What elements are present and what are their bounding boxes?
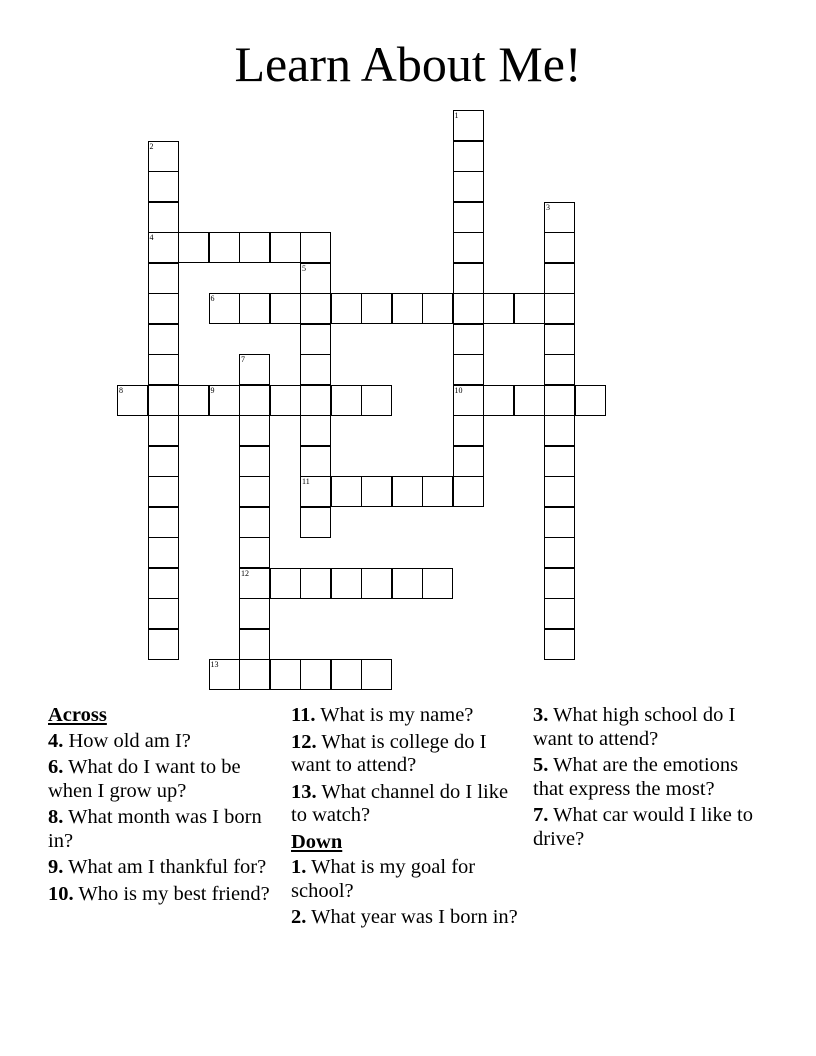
grid-cell[interactable] — [331, 476, 362, 507]
grid-cell[interactable] — [544, 629, 575, 660]
grid-cell[interactable] — [148, 141, 179, 172]
clue-across-12 — [291, 731, 523, 778]
grid-cell[interactable] — [331, 568, 362, 599]
clue-number: 3. — [533, 704, 549, 726]
clue-down-3 — [533, 704, 765, 751]
grid-cell[interactable] — [148, 415, 179, 446]
grid-cell[interactable] — [148, 324, 179, 355]
cell-number: 5 — [302, 263, 306, 273]
grid-cell[interactable] — [544, 415, 575, 446]
grid-cell[interactable] — [148, 171, 179, 202]
grid-cell[interactable] — [300, 385, 331, 416]
clue-text: What do I want to be when I grow up? — [48, 756, 241, 802]
grid-cell[interactable] — [239, 446, 270, 477]
grid-cell[interactable] — [148, 537, 179, 568]
grid-cell[interactable] — [270, 568, 301, 599]
grid-cell[interactable] — [270, 385, 301, 416]
clue-across-4 — [48, 730, 280, 754]
clue-text: What channel do I like to watch? — [291, 780, 509, 826]
grid-cell[interactable] — [270, 293, 301, 324]
clue-number: 4. — [48, 729, 64, 752]
grid-cell[interactable] — [514, 293, 545, 324]
grid-cell[interactable] — [544, 354, 575, 385]
cell-number: 1 — [454, 111, 459, 120]
grid-cell[interactable] — [239, 354, 270, 385]
grid-cell[interactable] — [239, 568, 270, 599]
grid-cell[interactable] — [483, 385, 514, 416]
cell-number: 4 — [149, 233, 154, 242]
grid-cell[interactable] — [239, 507, 270, 538]
grid-cell[interactable] — [544, 537, 575, 568]
grid-cell[interactable] — [422, 476, 453, 507]
grid-cell[interactable] — [544, 263, 575, 294]
grid-cell[interactable] — [514, 385, 545, 416]
grid-cell[interactable] — [544, 476, 575, 507]
grid-cell[interactable] — [270, 232, 301, 263]
grid-cell[interactable] — [422, 293, 453, 324]
grid-cell[interactable] — [209, 385, 240, 416]
grid-cell[interactable] — [453, 232, 484, 263]
clue-text: What am I thankful for? — [68, 856, 267, 878]
clue-number: 10. — [48, 882, 74, 905]
grid-cell[interactable] — [361, 385, 392, 416]
grid-cell[interactable] — [544, 446, 575, 477]
grid-cell[interactable] — [453, 385, 484, 416]
grid-cell[interactable] — [148, 598, 179, 629]
clue-across-10 — [48, 883, 280, 907]
cell-number: 11 — [302, 477, 310, 486]
grid-cell[interactable] — [148, 507, 179, 538]
grid-cell[interactable] — [148, 568, 179, 599]
clue-number: 8. — [48, 806, 64, 828]
grid-cell[interactable] — [544, 232, 575, 263]
cell-number: 3 — [546, 202, 550, 212]
grid-cell[interactable] — [361, 293, 392, 324]
grid-cell[interactable] — [331, 659, 362, 690]
grid-cell[interactable] — [300, 476, 331, 507]
clue-down-5 — [533, 754, 765, 801]
clue-number: 7. — [533, 804, 549, 826]
grid-cell[interactable] — [392, 476, 423, 507]
grid-cell[interactable] — [117, 385, 148, 416]
grid-cell[interactable] — [300, 354, 331, 385]
clue-text: What is my goal for school? — [291, 856, 476, 902]
clue-down-1 — [291, 856, 523, 903]
cell-number: 13 — [210, 660, 219, 669]
grid-cell[interactable] — [178, 232, 209, 263]
clue-text: What high school do I want to attend? — [533, 704, 736, 750]
grid-cell[interactable] — [453, 293, 484, 324]
grid-cell[interactable] — [483, 293, 514, 324]
clue-text: What is my name? — [320, 704, 474, 726]
grid-cell[interactable] — [178, 385, 209, 416]
clue-across-9 — [48, 856, 280, 880]
clue-number: 11. — [291, 704, 316, 726]
grid-cell[interactable] — [239, 415, 270, 446]
grid-cell[interactable] — [544, 324, 575, 355]
grid-cell[interactable] — [148, 293, 179, 324]
grid-cell[interactable] — [453, 171, 484, 202]
cell-number: 8 — [119, 385, 123, 395]
clue-number: 6. — [48, 756, 64, 778]
grid-cell[interactable] — [544, 507, 575, 538]
grid-cell[interactable] — [453, 141, 484, 172]
clue-text: What are the emotions that express the most? — [533, 754, 739, 800]
grid-cell[interactable] — [453, 476, 484, 507]
clue-column-1 — [48, 704, 280, 909]
grid-cell[interactable] — [300, 446, 331, 477]
clue-number: 2. — [291, 906, 307, 928]
grid-cell[interactable] — [239, 232, 270, 263]
clue-column-2 — [291, 704, 523, 933]
clue-down-2 — [291, 906, 523, 930]
clue-text: What month was I born in? — [48, 806, 262, 852]
across-heading: Across — [48, 704, 107, 726]
clue-number: 12. — [291, 730, 317, 753]
grid-cell[interactable] — [544, 385, 575, 416]
grid-cell[interactable] — [300, 659, 331, 690]
grid-cell[interactable] — [148, 354, 179, 385]
grid-cell[interactable] — [300, 293, 331, 324]
clue-across-8 — [48, 806, 280, 853]
grid-cell[interactable] — [148, 629, 179, 660]
grid-cell[interactable] — [453, 446, 484, 477]
grid-cell[interactable] — [148, 446, 179, 477]
grid-cell[interactable] — [239, 598, 270, 629]
clue-text: What is college do I want to attend? — [291, 730, 487, 776]
grid-cell[interactable] — [270, 659, 301, 690]
grid-cell[interactable] — [148, 232, 179, 263]
clue-across-11 — [291, 704, 523, 728]
grid-cell[interactable] — [392, 568, 423, 599]
grid-cell[interactable] — [239, 476, 270, 507]
grid-cell[interactable] — [300, 324, 331, 355]
grid-cell[interactable] — [209, 659, 240, 690]
grid-cell[interactable] — [331, 293, 362, 324]
grid-cell[interactable] — [575, 385, 606, 416]
clue-text: What year was I born in? — [311, 906, 518, 928]
grid-cell[interactable] — [148, 263, 179, 294]
grid-cell[interactable] — [361, 476, 392, 507]
cell-number: 2 — [149, 141, 154, 151]
clue-text: How old am I? — [68, 729, 191, 752]
clue-number: 13. — [291, 780, 317, 803]
down-heading: Down — [291, 830, 343, 853]
grid-cell[interactable] — [453, 324, 484, 355]
grid-cell[interactable] — [392, 293, 423, 324]
clue-text: What car would I like to drive? — [533, 804, 753, 850]
clue-column-3 — [533, 704, 765, 854]
grid-cell[interactable] — [239, 537, 270, 568]
grid-cell[interactable] — [544, 293, 575, 324]
grid-cell[interactable] — [544, 568, 575, 599]
cell-number: 12 — [241, 568, 249, 578]
cell-number: 7 — [241, 355, 245, 364]
cell-number: 10 — [454, 385, 463, 395]
clue-number: 5. — [533, 754, 549, 776]
grid-cell[interactable] — [544, 598, 575, 629]
grid-cell[interactable] — [544, 202, 575, 233]
grid-cell[interactable] — [422, 568, 453, 599]
grid-cell[interactable] — [148, 202, 179, 233]
grid-cell[interactable] — [453, 415, 484, 446]
clue-text: Who is my best friend? — [78, 882, 270, 905]
grid-cell[interactable] — [209, 232, 240, 263]
grid-cell[interactable] — [453, 263, 484, 294]
grid-cell[interactable] — [148, 385, 179, 416]
grid-cell[interactable] — [239, 629, 270, 660]
grid-cell[interactable] — [148, 476, 179, 507]
grid-cell[interactable] — [239, 385, 270, 416]
cell-number: 9 — [210, 385, 215, 395]
clue-down-7 — [533, 804, 765, 851]
grid-cell[interactable] — [300, 263, 331, 294]
grid-cell[interactable] — [239, 659, 270, 690]
clue-number: 1. — [291, 856, 307, 878]
grid-cell[interactable] — [453, 202, 484, 233]
grid-cell[interactable] — [300, 568, 331, 599]
grid-cell[interactable] — [361, 659, 392, 690]
page-title: Learn About Me! — [234, 36, 582, 92]
grid-cell[interactable] — [300, 415, 331, 446]
grid-cell[interactable] — [453, 354, 484, 385]
clue-across-13 — [291, 781, 523, 828]
grid-cell[interactable] — [361, 568, 392, 599]
grid-cell[interactable] — [209, 293, 240, 324]
clue-across-6 — [48, 756, 280, 803]
cell-number: 6 — [210, 294, 215, 303]
grid-cell[interactable] — [300, 507, 331, 538]
clue-number: 9. — [48, 856, 64, 878]
grid-cell[interactable] — [453, 110, 484, 141]
grid-cell[interactable] — [239, 293, 270, 324]
grid-cell[interactable] — [331, 385, 362, 416]
grid-cell[interactable] — [300, 232, 331, 263]
